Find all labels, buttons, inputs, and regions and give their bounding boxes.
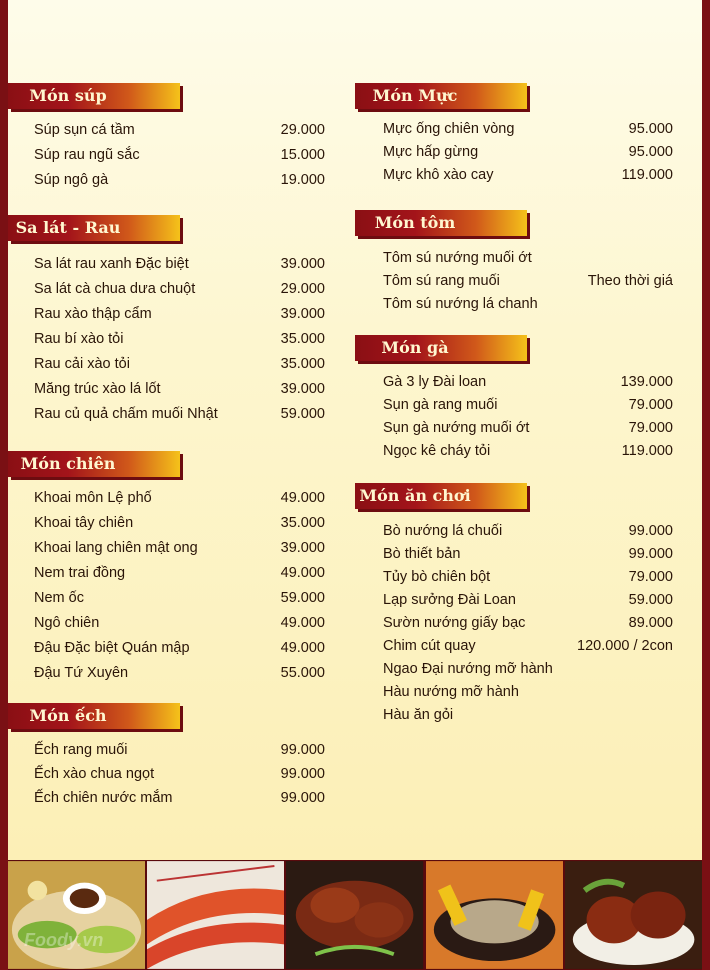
menu-item — [34, 512, 325, 534]
menu-item — [34, 763, 325, 785]
menu-item-name: Khoai lang chiên mật ong — [34, 540, 198, 556]
menu-item-name: Rau bí xào tỏi — [34, 331, 124, 347]
menu-item — [383, 520, 673, 542]
menu-item-name: Rau xào thập cẩm — [34, 306, 152, 322]
menu-item-name: Tủy bò chiên bột — [383, 569, 491, 585]
menu-item-name: Khoai môn Lệ phố — [34, 490, 152, 506]
menu-item-price: 35.000 — [280, 356, 325, 372]
food-photo-strip — [8, 860, 702, 970]
section-title: Sa lát - Rau — [15, 218, 121, 237]
menu-item-price: 79.000 — [628, 397, 673, 413]
menu-item-price: 120.000 / 2con — [577, 638, 673, 654]
menu-item — [34, 278, 325, 300]
menu-item-name: Mực ống chiên vòng — [383, 121, 515, 137]
menu-item-price: 95.000 — [628, 144, 673, 160]
menu-item-price: 119.000 — [621, 443, 673, 459]
menu-item-name: Bò nướng lá chuối — [383, 523, 503, 539]
menu-item-name: Khoai tây chiên — [34, 515, 134, 531]
menu-item-name: Hàu ăn gỏi — [383, 707, 454, 723]
menu-item-name: Đậu Đặc biệt Quán mập — [34, 640, 190, 656]
menu-item-price: 99.000 — [628, 523, 673, 539]
menu-item-name: Chim cút quay — [383, 638, 476, 654]
menu-item-name: Ngao Đại nướng mỡ hành — [383, 661, 553, 677]
menu-item — [34, 487, 325, 509]
menu-item — [34, 378, 325, 400]
section-heading — [8, 451, 180, 477]
menu-item-name: Súp sụn cá tầm — [34, 122, 135, 138]
menu-item-price: 139.000 — [620, 374, 673, 390]
menu-item-price: 99.000 — [280, 742, 325, 758]
section-heading — [355, 483, 527, 509]
menu-item — [383, 658, 673, 680]
left-border — [0, 0, 8, 970]
menu-item-name: Măng trúc xào lá lốt — [34, 381, 161, 397]
menu-item — [383, 371, 673, 393]
menu-item-price: 119.000 — [621, 167, 673, 183]
menu-item-name: Ngô chiên — [34, 615, 100, 631]
menu-item — [383, 440, 673, 462]
menu-item-price: Theo thời giá — [587, 273, 673, 289]
menu-item-price: 79.000 — [628, 420, 673, 436]
menu-item-price: 79.000 — [628, 569, 673, 585]
menu-item-price: 49.000 — [280, 640, 325, 656]
menu-item-name: Rau củ quả chấm muối Nhật — [34, 406, 218, 422]
menu-item — [383, 635, 673, 657]
right-border — [702, 0, 710, 970]
menu-item — [383, 566, 673, 588]
menu-item-name: Sa lát cà chua dưa chuột — [34, 281, 196, 297]
menu-item-name: Nem ốc — [34, 590, 84, 606]
menu-item — [383, 417, 673, 439]
menu-item — [383, 247, 673, 269]
menu-item-name: Bò thiết bản — [383, 546, 461, 562]
menu-item-price: 39.000 — [280, 540, 325, 556]
menu-item — [34, 353, 325, 375]
menu-item-price: 95.000 — [628, 121, 673, 137]
menu-item — [34, 303, 325, 325]
menu-item — [383, 612, 673, 634]
menu-item-name: Nem trai đồng — [34, 565, 126, 581]
menu-item-price: 99.000 — [280, 790, 325, 806]
menu-item-price: 99.000 — [628, 546, 673, 562]
photo-vegetables-dip — [8, 860, 145, 970]
section-heading — [355, 335, 527, 361]
menu-item — [383, 681, 673, 703]
section-heading — [8, 703, 180, 729]
menu-item — [34, 739, 325, 761]
menu-item-name: Tôm sú rang muối — [383, 273, 500, 289]
menu-item — [34, 612, 325, 634]
section-title: Món gà — [381, 338, 449, 357]
menu-item-price: 39.000 — [280, 381, 325, 397]
menu-item-price: 29.000 — [280, 122, 325, 138]
section-heading — [355, 210, 527, 236]
menu-item — [34, 787, 325, 809]
section-title: Món ếch — [29, 706, 107, 725]
menu-item — [383, 543, 673, 565]
menu-item-name: Ngọc kê cháy tỏi — [383, 443, 491, 459]
menu-item-name: Súp rau ngũ sắc — [34, 147, 140, 163]
section-title: Món súp — [29, 86, 107, 105]
section-title: Món ăn chơi — [359, 486, 471, 505]
menu-item-name: Gà 3 ly Đài loan — [383, 374, 487, 390]
photo-grilled-frog — [286, 860, 423, 970]
menu-item-name: Tôm sú nướng lá chanh — [383, 296, 538, 312]
menu-item-price: 39.000 — [280, 306, 325, 322]
menu-item-name: Mực hấp gừng — [383, 144, 479, 160]
menu-page — [8, 0, 702, 860]
section-title: Món tôm — [374, 213, 456, 232]
menu-item — [383, 118, 673, 140]
section-title: Món chiên — [20, 454, 116, 473]
menu-item-name: Ếch rang muối — [34, 742, 128, 758]
menu-item-name: Sa lát rau xanh Đặc biệt — [34, 256, 189, 272]
watermark-text: Foody.vn — [24, 930, 104, 950]
menu-item-price: 15.000 — [280, 147, 325, 163]
menu-item-price: 49.000 — [280, 615, 325, 631]
menu-item-price: 49.000 — [280, 490, 325, 506]
menu-item-name: Sụn gà rang muối — [383, 397, 498, 413]
menu-item — [383, 704, 673, 726]
menu-item-price: 59.000 — [280, 590, 325, 606]
menu-item-name: Hàu nướng mỡ hành — [383, 684, 519, 700]
menu-item — [34, 328, 325, 350]
photo-grilled-prawns — [147, 860, 284, 970]
menu-item — [34, 169, 325, 191]
menu-item-price: 49.000 — [280, 565, 325, 581]
menu-item — [383, 270, 673, 292]
menu-item — [34, 253, 325, 275]
menu-item-price: 59.000 — [628, 592, 673, 608]
menu-item — [34, 119, 325, 141]
menu-item-name: Ếch xào chua ngọt — [34, 766, 155, 782]
menu-item-name: Sụn gà nướng muối ớt — [383, 420, 530, 436]
menu-item-price: 29.000 — [280, 281, 325, 297]
menu-item-price: 39.000 — [280, 256, 325, 272]
menu-item-price: 99.000 — [280, 766, 325, 782]
section-title: Món Mực — [372, 86, 458, 105]
menu-item-price: 59.000 — [280, 406, 325, 422]
menu-item-name: Sườn nướng giấy bạc — [383, 615, 526, 631]
menu-item-name: Súp ngô gà — [34, 172, 109, 188]
photo-roasted-quail — [565, 860, 702, 970]
menu-item-name: Lạp sưởng Đài Loan — [383, 592, 516, 608]
menu-item — [383, 141, 673, 163]
menu-item-price: 19.000 — [280, 172, 325, 188]
menu-item-name: Mực khô xào cay — [383, 167, 494, 183]
menu-item — [383, 164, 673, 186]
menu-item — [34, 587, 325, 609]
menu-item — [383, 293, 673, 315]
menu-item — [34, 537, 325, 559]
menu-item-name: Đậu Tứ Xuyên — [34, 665, 129, 681]
menu-item-price: 35.000 — [280, 515, 325, 531]
menu-item-price: 55.000 — [280, 665, 325, 681]
menu-item — [34, 662, 325, 684]
menu-item-name: Rau cải xào tỏi — [34, 356, 130, 372]
menu-item — [34, 403, 325, 425]
menu-item-price: 35.000 — [280, 331, 325, 347]
menu-item — [34, 562, 325, 584]
menu-item-price: 89.000 — [628, 615, 673, 631]
section-heading — [8, 215, 180, 241]
photo-beef-hotplate — [426, 860, 563, 970]
menu-item — [383, 394, 673, 416]
menu-item — [383, 589, 673, 611]
menu-item — [34, 144, 325, 166]
section-heading — [8, 83, 180, 109]
menu-item — [34, 637, 325, 659]
menu-item-name: Tôm sú nướng muối ớt — [383, 250, 532, 266]
menu-item-name: Ếch chiên nước mắm — [34, 790, 173, 806]
section-heading — [355, 83, 527, 109]
